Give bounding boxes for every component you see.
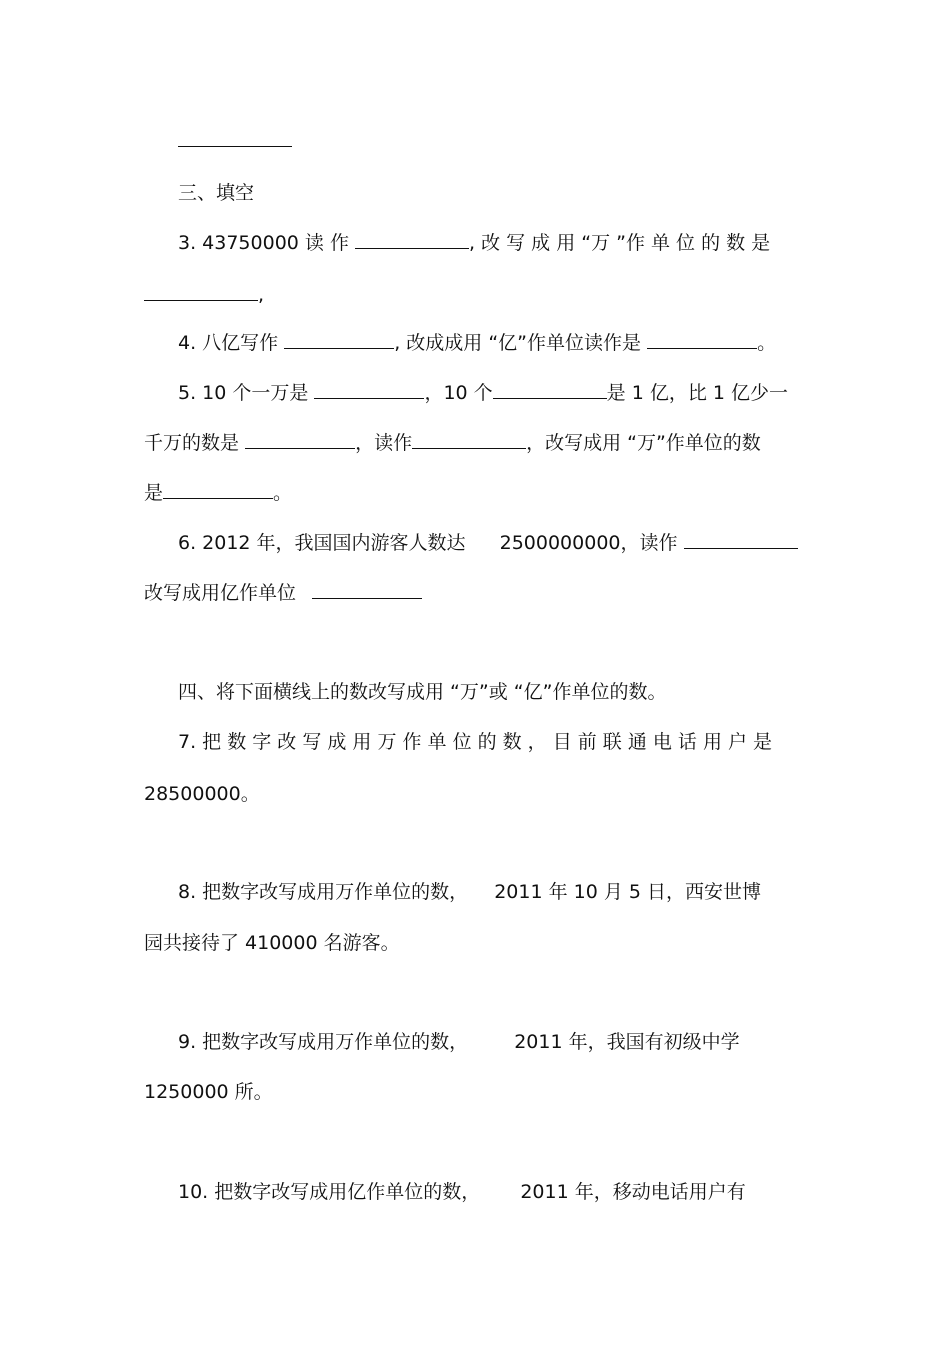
question-7-line-1: 7. 把 数 字 改 写 成 用 万 作 单 位 的 数 ， 目 前 联 通 电 话 用 户 是 bbox=[178, 731, 773, 753]
question-5-text: ，改写成用 “万”作单位的数 bbox=[526, 432, 761, 454]
question-6-text: 改写成用亿作单位 bbox=[144, 582, 297, 604]
question-5-text: 千万的数是 bbox=[144, 432, 240, 454]
question-5-text: 是 bbox=[144, 482, 164, 504]
question-6-text: 6. 2012 年，我国国内游客人数达 bbox=[178, 532, 466, 554]
answer-blank[interactable] bbox=[245, 430, 355, 449]
question-8-text: 8. 把数字改写成用万作单位的数， bbox=[178, 881, 469, 903]
question-6-line-2 bbox=[144, 580, 422, 606]
answer-blank[interactable] bbox=[647, 330, 757, 349]
question-10-text: 10. 把数字改写成用亿作单位的数， bbox=[178, 1181, 481, 1203]
question-3-text: 3. 43750000 读 作 bbox=[178, 232, 349, 254]
answer-blank[interactable] bbox=[684, 530, 798, 549]
question-5-line-2 bbox=[144, 430, 761, 456]
answer-blank[interactable] bbox=[355, 230, 469, 249]
question-5-text: 。 bbox=[273, 482, 293, 504]
question-5-line-1 bbox=[178, 380, 788, 406]
question-3-text: , 改 写 成 用 “万 ”作 单 位 的 数 是 bbox=[469, 232, 771, 254]
answer-blank[interactable] bbox=[312, 580, 422, 599]
question-9-line-1 bbox=[178, 1029, 740, 1055]
answer-blank[interactable] bbox=[144, 282, 258, 301]
answer-line-top bbox=[178, 128, 292, 154]
question-8-line-2: 园共接待了 410000 名游客。 bbox=[144, 932, 400, 954]
question-5-line-3 bbox=[144, 480, 292, 506]
answer-blank[interactable] bbox=[493, 380, 607, 399]
question-6-line-1 bbox=[178, 530, 798, 556]
answer-blank[interactable] bbox=[178, 128, 292, 147]
question-6-text: 2500000000，读作 bbox=[499, 532, 678, 554]
question-9-text: 9. 把数字改写成用万作单位的数， bbox=[178, 1031, 469, 1053]
question-3-text: , bbox=[258, 284, 265, 306]
question-3-line-2 bbox=[144, 282, 264, 308]
question-5-text: ，10 个 bbox=[424, 382, 493, 404]
question-5-text: ，读作 bbox=[355, 432, 413, 454]
question-10-text: 2011 年，移动电话用户有 bbox=[520, 1181, 746, 1203]
question-4-text: 。 bbox=[757, 332, 777, 354]
answer-blank[interactable] bbox=[314, 380, 424, 399]
question-7-line-2: 28500000。 bbox=[144, 783, 260, 805]
question-5-text: 是 1 亿，比 1 亿少一 bbox=[606, 382, 788, 404]
section-four-heading: 四、将下面横线上的数改写成用 “万”或 “亿”作单位的数。 bbox=[178, 681, 667, 703]
question-4-text: , 改成成用 “亿”作单位读作是 bbox=[394, 332, 642, 354]
question-3-line-1 bbox=[178, 230, 770, 256]
question-8-line-1 bbox=[178, 879, 761, 905]
answer-blank[interactable] bbox=[163, 480, 273, 499]
question-5-text: 5. 10 个一万是 bbox=[178, 382, 309, 404]
section-three-heading: 三、填空 bbox=[178, 182, 255, 204]
answer-blank[interactable] bbox=[412, 430, 526, 449]
question-9-line-2: 1250000 所。 bbox=[144, 1081, 273, 1103]
question-10-line-1 bbox=[178, 1179, 746, 1205]
question-8-text: 2011 年 10 月 5 日，西安世博 bbox=[494, 881, 762, 903]
question-4-text: 4. 八亿写作 bbox=[178, 332, 279, 354]
question-9-text: 2011 年，我国有初级中学 bbox=[514, 1031, 740, 1053]
question-4-line bbox=[178, 330, 776, 356]
answer-blank[interactable] bbox=[284, 330, 394, 349]
